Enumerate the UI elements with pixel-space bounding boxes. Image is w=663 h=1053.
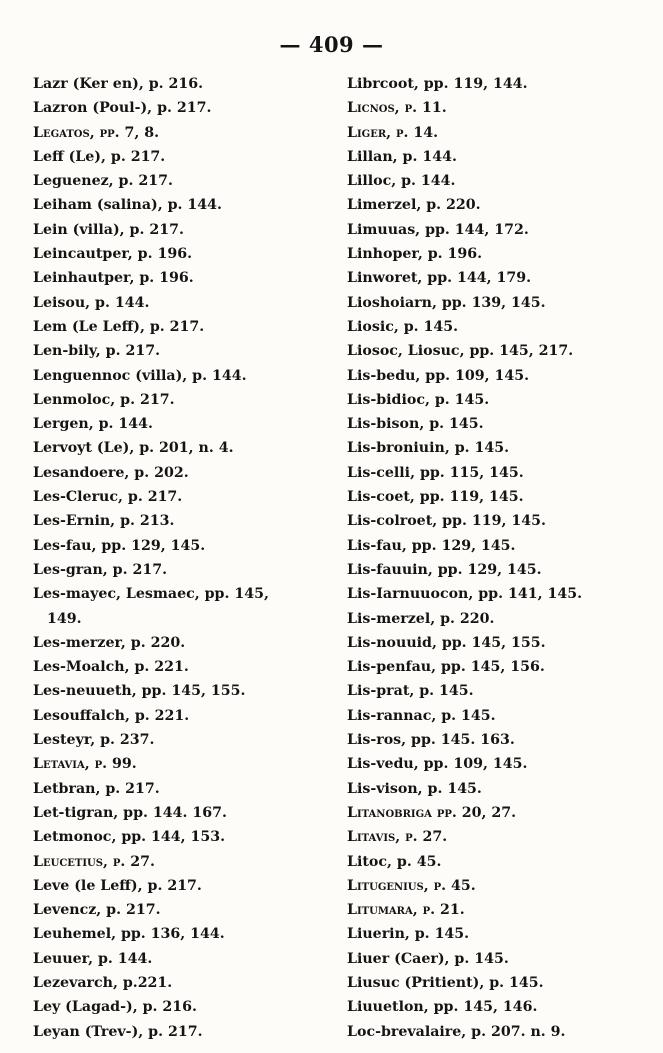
index-entry bbox=[33, 169, 313, 193]
index-entry bbox=[347, 752, 647, 776]
index-entry bbox=[347, 218, 647, 242]
index-entry-text: Letmonoc, pp. 144, 153. bbox=[33, 829, 226, 846]
index-entry-text: Lilloc, p. 144. bbox=[347, 173, 456, 190]
index-entry bbox=[347, 96, 647, 120]
index-entry bbox=[33, 850, 313, 874]
index-entry-text: Les-fau, pp. 129, 145. bbox=[33, 537, 206, 554]
index-entry-text: Limuuas, pp. 144, 172. bbox=[347, 221, 529, 238]
index-entry-text: Linworet, pp. 144, 179. bbox=[347, 270, 532, 287]
index-entry bbox=[347, 995, 647, 1019]
index-entry-text: Les-neuueth, pp. 145, 155. bbox=[33, 683, 246, 700]
index-entry bbox=[347, 898, 647, 922]
index-entry-text: Les-mayec, Lesmaec, pp. 145, bbox=[33, 586, 269, 603]
index-entry bbox=[33, 1020, 313, 1044]
index-entry-text: Lis-vison, p. 145. bbox=[347, 780, 482, 797]
index-entry-text: Lervoyt (Le), p. 201, n. 4. bbox=[33, 440, 234, 457]
index-entry-text: Litoc, p. 45. bbox=[347, 853, 442, 870]
index-entry bbox=[33, 291, 313, 315]
index-entry-text: Litanobriga pp. 20, 27. bbox=[347, 804, 517, 821]
index-entry-text: Librcoot, pp. 119, 144. bbox=[347, 76, 528, 92]
index-entry-text: Leiham (salina), p. 144. bbox=[33, 197, 222, 214]
index-entry-text: Lergen, p. 144. bbox=[33, 416, 153, 433]
index-entry-text: Leisou, p. 144. bbox=[33, 294, 150, 311]
index-entry bbox=[347, 266, 647, 290]
index-entry-text: Liosoc, Liosuc, pp. 145, 217. bbox=[347, 343, 574, 360]
index-entry bbox=[33, 995, 313, 1019]
index-entry bbox=[33, 801, 313, 825]
index-entry-text: Lis-fau, pp. 129, 145. bbox=[347, 537, 516, 554]
index-entry-text: Lem (Le Leff), p. 217. bbox=[33, 318, 205, 335]
index-entry bbox=[33, 339, 313, 363]
index-entry bbox=[33, 704, 313, 728]
index-entry-text: Lenguennoc (villa), p. 144. bbox=[33, 367, 247, 384]
index-entry-text: Liosic, p. 145. bbox=[347, 318, 459, 335]
index-entry-text: Let-tigran, pp. 144. 167. bbox=[33, 804, 227, 821]
index-entry-text: Lis-colroet, pp. 119, 145. bbox=[347, 513, 546, 530]
index-entry bbox=[347, 145, 647, 169]
index-entry-text: Licnos, p. 11. bbox=[347, 100, 447, 117]
index-entry bbox=[347, 315, 647, 339]
index-entry-text: Leff (Le), p. 217. bbox=[33, 148, 166, 165]
index-entry bbox=[347, 704, 647, 728]
index-entry bbox=[33, 72, 313, 96]
index-entry bbox=[347, 777, 647, 801]
index-entry bbox=[347, 679, 647, 703]
index-entry bbox=[347, 412, 647, 436]
index-entry bbox=[33, 631, 313, 655]
index-entry bbox=[347, 922, 647, 946]
index-entry-text: Liuerin, p. 145. bbox=[347, 926, 470, 943]
index-entry-text: Lesteyr, p. 237. bbox=[33, 732, 155, 749]
index-entry bbox=[33, 922, 313, 946]
index-entry bbox=[347, 72, 647, 96]
index-entry-text: Lesouffalch, p. 221. bbox=[33, 707, 190, 724]
index-entry-text: Leve (le Leff), p. 217. bbox=[33, 877, 202, 894]
index-entry-text: Leyan (Trev-), p. 217. bbox=[33, 1023, 203, 1040]
index-entry bbox=[33, 193, 313, 217]
index-entry-text: Lillan, p. 144. bbox=[347, 148, 457, 165]
index-entry-text: Leuhemel, pp. 136, 144. bbox=[33, 926, 225, 943]
index-entry-text: Lazron (Poul-), p. 217. bbox=[33, 100, 212, 117]
index-entry bbox=[33, 679, 313, 703]
index-entry bbox=[347, 339, 647, 363]
index-entry-text: Lis-penfau, pp. 145, 156. bbox=[347, 659, 545, 676]
index-entry bbox=[33, 728, 313, 752]
index-entry-text: Letavia, p. 99. bbox=[33, 756, 137, 773]
index-entry bbox=[347, 728, 647, 752]
index-entry bbox=[33, 364, 313, 388]
index-entry bbox=[347, 582, 647, 606]
index-entry-text: Les-merzer, p. 220. bbox=[33, 634, 186, 651]
index-entry-text: Lis-broniuin, p. 145. bbox=[347, 440, 510, 457]
index-entry-text: Litavis, p. 27. bbox=[347, 829, 448, 846]
index-entry bbox=[347, 485, 647, 509]
index-entry bbox=[33, 145, 313, 169]
index-entry bbox=[347, 388, 647, 412]
index-entry-text: Liusuc (Pritient), p. 145. bbox=[347, 974, 544, 991]
index-entry bbox=[33, 121, 313, 145]
index-entry bbox=[347, 631, 647, 655]
index-entry bbox=[347, 121, 647, 145]
index-entry-text: Liuuetlon, pp. 145, 146. bbox=[347, 999, 538, 1016]
index-column-left bbox=[33, 72, 313, 1044]
index-entry bbox=[347, 193, 647, 217]
index-entry-continuation: 149. bbox=[47, 610, 82, 627]
index-entry-text: Les-Cleruc, p. 217. bbox=[33, 489, 183, 506]
index-entry bbox=[33, 874, 313, 898]
index-entry bbox=[347, 534, 647, 558]
index-entry-text: Loc-brevalaire, p. 207. n. 9. bbox=[347, 1023, 566, 1040]
index-entry bbox=[347, 242, 647, 266]
index-entry-text: Lis-nouuid, pp. 145, 155. bbox=[347, 634, 546, 651]
index-entry bbox=[33, 218, 313, 242]
index-entry-text: Leincautper, p. 196. bbox=[33, 246, 193, 263]
index-entry-text: Lis-coet, pp. 119, 145. bbox=[347, 489, 524, 506]
index-entry-text: Lioshoiarn, pp. 139, 145. bbox=[347, 294, 546, 311]
index-entry-text: Lis-Iarnuuocon, pp. 141, 145. bbox=[347, 586, 583, 603]
index-entry-text: Leguenez, p. 217. bbox=[33, 173, 173, 190]
page-number: — 409 — bbox=[279, 32, 384, 57]
index-entry bbox=[33, 266, 313, 290]
index-entry-text: Linhoper, p. 196. bbox=[347, 246, 483, 263]
index-entry bbox=[33, 412, 313, 436]
index-entry bbox=[33, 825, 313, 849]
index-entry-text: Lis-bison, p. 145. bbox=[347, 416, 484, 433]
index-entry bbox=[347, 509, 647, 533]
index-entry bbox=[347, 655, 647, 679]
index-entry bbox=[33, 436, 313, 460]
index-entry-text: Lazr (Ker en), p. 216. bbox=[33, 76, 204, 92]
index-entry-text: Letbran, p. 217. bbox=[33, 780, 160, 797]
index-entry bbox=[347, 874, 647, 898]
index-entry bbox=[347, 947, 647, 971]
index-entry bbox=[33, 242, 313, 266]
index-entry-text: Lenmoloc, p. 217. bbox=[33, 391, 175, 408]
index-entry bbox=[347, 169, 647, 193]
index-entry bbox=[33, 947, 313, 971]
index-entry-text: Leinhautper, p. 196. bbox=[33, 270, 194, 287]
index-entry bbox=[347, 436, 647, 460]
index-entry-text: Lezevarch, p.221. bbox=[33, 974, 173, 991]
index-entry bbox=[347, 850, 647, 874]
index-entry bbox=[33, 534, 313, 558]
index-entry-text: Leuuer, p. 144. bbox=[33, 950, 153, 967]
index-entry bbox=[33, 461, 313, 485]
index-entry-text: Lis-vedu, pp. 109, 145. bbox=[347, 756, 528, 773]
index-entry bbox=[33, 898, 313, 922]
index-entry bbox=[33, 96, 313, 120]
index-entry bbox=[33, 388, 313, 412]
index-entry-text: Litugenius, p. 45. bbox=[347, 877, 476, 894]
index-entry bbox=[347, 461, 647, 485]
index-entry-text: Len-bily, p. 217. bbox=[33, 343, 161, 360]
index-entry bbox=[33, 655, 313, 679]
index-entry bbox=[33, 558, 313, 582]
index-entry bbox=[33, 971, 313, 995]
index-entry-text: Les-Ernin, p. 213. bbox=[33, 513, 175, 530]
index-entry-text: Lis-bidioc, p. 145. bbox=[347, 391, 490, 408]
index-entry-text: Leucetius, p. 27. bbox=[33, 853, 155, 870]
index-entry bbox=[347, 1020, 647, 1044]
index-entry bbox=[33, 777, 313, 801]
index-entry-text: Lis-prat, p. 145. bbox=[347, 683, 474, 700]
index-entry-text: Les-gran, p. 217. bbox=[33, 561, 168, 578]
index-entry bbox=[33, 485, 313, 509]
index-entry bbox=[33, 509, 313, 533]
index-entry-text: Litumara, p. 21. bbox=[347, 902, 465, 919]
index-entry-text: Lein (villa), p. 217. bbox=[33, 221, 184, 238]
index-entry bbox=[347, 364, 647, 388]
index-entry-text: Les-Moalch, p. 221. bbox=[33, 659, 189, 676]
index-entry bbox=[347, 971, 647, 995]
index-entry-text: Lis-ros, pp. 145. 163. bbox=[347, 732, 515, 749]
index-entry bbox=[347, 558, 647, 582]
index-entry-text: Legatos, pp. 7, 8. bbox=[33, 124, 160, 141]
index-entry-text: Levencz, p. 217. bbox=[33, 902, 161, 919]
index-entry bbox=[347, 825, 647, 849]
index-entry bbox=[347, 291, 647, 315]
index-entry-text: Lis-bedu, pp. 109, 145. bbox=[347, 367, 530, 384]
index-entry-text: Limerzel, p. 220. bbox=[347, 197, 481, 214]
index-entry-text: Liger, p. 14. bbox=[347, 124, 439, 141]
index-entry-text: Lis-celli, pp. 115, 145. bbox=[347, 464, 524, 481]
index-entry bbox=[347, 801, 647, 825]
index-entry-text: Lis-fauuin, pp. 129, 145. bbox=[347, 561, 542, 578]
index-entry-text: Lis-rannac, p. 145. bbox=[347, 707, 496, 724]
index-entry bbox=[347, 607, 647, 631]
index-entry bbox=[33, 315, 313, 339]
index-entry-text: Ley (Lagad-), p. 216. bbox=[33, 999, 197, 1016]
index-entry-text: Lesandoere, p. 202. bbox=[33, 464, 189, 481]
index-entry-text: Liuer (Caer), p. 145. bbox=[347, 950, 509, 967]
index-entry bbox=[33, 752, 313, 776]
index-entry-text: Lis-merzel, p. 220. bbox=[347, 610, 495, 627]
index-column-right bbox=[347, 72, 647, 1044]
index-entry bbox=[33, 582, 313, 631]
